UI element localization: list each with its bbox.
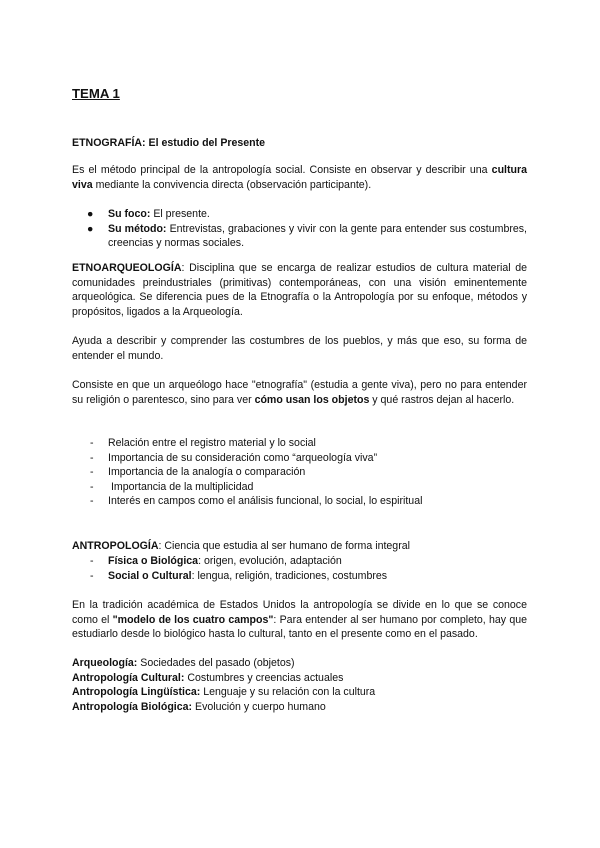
etnoarqueologia-paragraph-2: Ayuda a describir y comprender las costumbres de los pueblos, y más que eso, su forma de entender el mundo.	[72, 335, 527, 362]
bullet-icon: ●	[87, 208, 94, 220]
etnoarqueologia-paragraph-3: Consiste en que un arqueólogo hace "etnografía" (estudia a gente viva), pero no para entender su religión o parentesco, sino para ver cómo usan los objetos y qué rastros dejan al hacerlo.	[72, 379, 527, 406]
dash-marker: -	[90, 495, 94, 508]
etnografia-bullets	[72, 207, 527, 251]
dash-marker: -	[90, 569, 94, 582]
list-item: ● Su método: Entrevistas, grabaciones y vivir con la gente para entender sus costumbres, creencias y normas sociales.	[87, 222, 528, 250]
list-item: - Importancia de la multiplicidad	[90, 480, 254, 493]
antropologia-definition: ANTROPOLOGÍA: Ciencia que estudia al ser humano de forma integral	[72, 540, 410, 552]
section-heading-etnografia: ETNOGRAFÍA: El estudio del Presente	[72, 137, 266, 149]
list-item: Arqueología: Sociedades del pasado (objetos)	[72, 657, 295, 669]
list-item: - Importancia de su consideración como “arqueología viva”	[90, 451, 378, 464]
etnografia-intro: Es el método principal de la antropología social. Consiste en observar y describir una cultura viva mediante la convivencia directa (observación participante).	[72, 164, 527, 191]
page-title: TEMA 1	[72, 86, 120, 101]
etnoarqueologia-list	[72, 436, 527, 509]
antropologia-subfields	[72, 554, 527, 583]
list-item: - Interés en campos como el análisis funcional, lo social, lo espiritual	[90, 495, 423, 508]
antropologia-paragraph: En la tradición académica de Estados Unidos la antropología se divide en lo que se conoce como el "modelo de los cuatro campos": Para entender al ser humano por completo, hay que estudiarlo desde lo biológico hasta lo cultural, tanto en el presente como en el pasado.	[72, 599, 527, 641]
list-item: - Física o Biológica: origen, evolución, adaptación	[90, 555, 342, 567]
list-item: - Relación entre el registro material y lo social	[90, 437, 316, 449]
dash-marker: -	[90, 466, 94, 479]
list-item: Antropología Cultural: Costumbres y creencias actuales	[72, 671, 344, 684]
list-item: Antropología Biológica: Evolución y cuerpo humano	[72, 700, 326, 713]
list-item: - Social o Cultural: lengua, religión, tradiciones, costumbres	[90, 569, 388, 582]
list-item: - Importancia de la analogía o comparación	[90, 466, 306, 479]
list-item: ● Su foco: El presente.	[87, 208, 210, 220]
dash-marker: -	[90, 437, 94, 449]
dash-marker: -	[90, 480, 94, 493]
list-item: Antropología Lingüística: Lenguaje y su relación con la cultura	[72, 686, 376, 699]
dash-marker: -	[90, 451, 94, 464]
dash-marker: -	[90, 555, 94, 567]
four-fields-list	[72, 656, 527, 714]
bullet-icon: ●	[87, 222, 94, 235]
etnoarqueologia-definition: ETNOARQUEOLOGÍA: Disciplina que se encarga de realizar estudios de cultura material de comunidades preindustriales (primitivas) contemporáneas, con una visión eminentemente arqueológica. Se diferencia pues de la Etnografía o la Antropología por su enfoque, métodos y propósitos, ligados a la Arqueología.	[72, 262, 527, 318]
